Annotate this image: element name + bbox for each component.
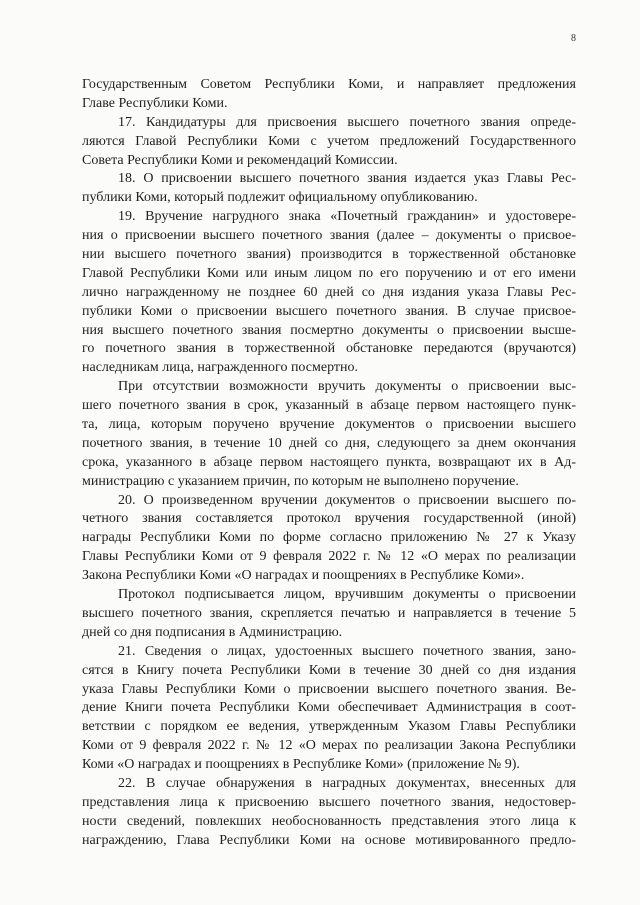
text-line: публики Коми, который подлежит официальному опубликованию. xyxy=(82,190,478,206)
text-line: указа Главы Республики Коми о присвоении высшего почетного звания. Ве- xyxy=(82,681,576,697)
text-line: дение Книги почета Республики Коми обеспечивает Администрация в соот- xyxy=(82,700,576,716)
text-line: ляются Главой Республики Коми с учетом предложений Государственного xyxy=(82,133,576,149)
text-line: 22. В случае обнаружения в наградных документах, внесенных для xyxy=(118,775,576,791)
text-line: Коми от 9 февраля 2022 г. № 12 «О мерах по реализации Закона Республики xyxy=(82,738,576,754)
text-line: сятся в Книгу почета Республики Коми в течение 30 дней со дня издания xyxy=(82,662,576,678)
text-line: та, лица, которым поручено вручение документов о присвоении высшего xyxy=(82,417,576,433)
text-line: Совета Республики Коми и рекомендаций Комиссии. xyxy=(82,152,398,168)
text-line: ния высшего почетного звания посмертно документы о присвоении высше- xyxy=(82,322,576,338)
text-line: 17. Кандидатуры для присвоения высшего почетного звания опреде- xyxy=(118,114,576,130)
text-line: министрацию с указанием причин, по которым не выполнено поручение. xyxy=(82,473,519,489)
text-line: ния о присвоении высшего почетного звания (далее – документы о присвое- xyxy=(82,228,576,244)
text-line: награды Республики Коми по форме согласно приложению № 27 к Указу xyxy=(82,530,576,546)
text-line: При отсутствии возможности вручить документы о присвоении выс- xyxy=(118,379,576,395)
text-line: наследникам лица, награжденного посмертно. xyxy=(82,360,358,376)
text-line: 19. Вручение нагрудного знака «Почетный гражданин» и удостовере- xyxy=(118,209,576,225)
text-line: ветствии с порядком ее ведения, утвержденным Указом Главы Республики xyxy=(82,719,576,735)
text-line: Протокол подписывается лицом, вручившим документы о присвоении xyxy=(118,587,576,603)
text-line: Коми «О наградах и поощрениях в Республике Коми» (приложение № 9). xyxy=(82,757,520,773)
text-line: награждению, Глава Республики Коми на основе мотивированного предло- xyxy=(82,832,576,848)
text-line: публики Коми о присвоении высшего почетного звания. В случае присвое- xyxy=(82,303,576,319)
text-line: Главой Республики Коми или иным лицом по его поручению и от его имени xyxy=(82,265,576,281)
text-line: 18. О присвоении высшего почетного звания издается указ Главы Рес- xyxy=(118,171,576,187)
text-line: 20. О произведенном вручении документов о присвоении высшего по- xyxy=(118,492,576,508)
text-line: Закона Республики Коми «О наградах и поощрениях в Республике Коми». xyxy=(82,568,525,584)
text-line: представления лица к присвоению высшего почетного звания, недостовер- xyxy=(82,794,576,810)
text-line: 21. Сведения о лицах, удостоенных высшего почетного звания, зано- xyxy=(118,643,576,659)
text-line: Государственным Советом Республики Коми, и направляет предложения xyxy=(82,77,576,92)
text-line: четного звания составляется протокол вручения государственной (иной) xyxy=(82,511,576,527)
text-line: высшего почетного звания, скрепляется печатью и направляется в течение 5 xyxy=(82,605,576,621)
text-line: лично награжденному не позднее 60 дней со дня издания указа Главы Рес- xyxy=(82,284,576,300)
text-line: ности сведений, повлекших необоснованность представления этого лица к xyxy=(82,813,576,829)
text-line: срока, указанного в абзаце первом настоящего пункта, возвращают их в Ад- xyxy=(82,454,576,470)
text-line: Главе Республики Коми. xyxy=(82,95,228,111)
page-number: 8 xyxy=(571,33,576,44)
document-body xyxy=(82,76,576,851)
text-line: почетного звания, в течение 10 дней со дня, следующего за днем окончания xyxy=(82,435,576,451)
text-line: нии высшего почетного звания) производится в торжественной обстановке xyxy=(82,247,576,263)
text-line: шего почетного звания в срок, указанный в абзаце первом настоящего пунк- xyxy=(82,398,576,414)
text-line: Главы Республики Коми от 9 февраля 2022 г. № 12 «О мерах по реализации xyxy=(82,549,576,565)
text-line: дней со дня подписания в Администрацию. xyxy=(82,624,343,640)
text-line: го почетного звания в торжественной обстановке передаются (вручаются) xyxy=(82,341,576,357)
